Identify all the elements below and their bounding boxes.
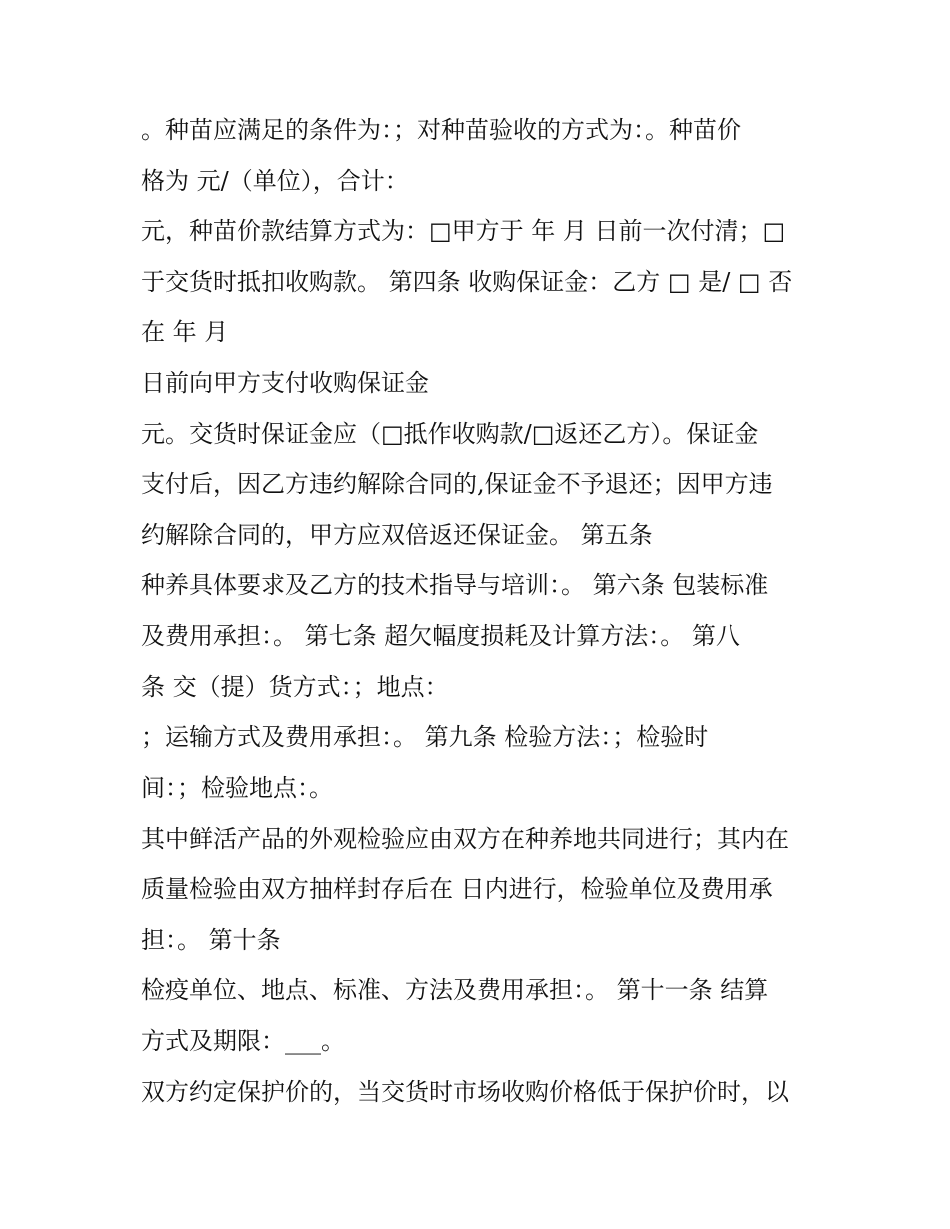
text-line-10: 种养具体要求及乙方的技术指导与培训：。 第六条 包装标准: [141, 571, 769, 599]
text-line-6: 日前向甲方支付收购保证金: [141, 369, 429, 397]
text-line-4: 于交货时抵扣收购款。 第四条 收购保证金：乙方 □ 是/ □ 否: [141, 268, 793, 296]
text-line-5: 在 年 月: [141, 318, 229, 346]
text-line-7: 元。交货时保证金应（□抵作收购款/□返还乙方）。保证金: [141, 420, 759, 448]
text-line-19: 方式及期限：___。: [141, 1027, 345, 1055]
text-line-20: 双方约定保护价的，当交货时市场收购价格低于保护价时，以: [141, 1078, 789, 1106]
text-line-14: 间：；检验地点：。: [141, 774, 333, 802]
text-line-18: 检疫单位、地点、标准、方法及费用承担：。 第十一条 结算: [141, 976, 769, 1004]
text-line-17: 担：。 第十条: [141, 926, 281, 954]
text-line-2: 格为 元/（单位），合计：: [141, 167, 409, 195]
text-line-3: 元，种苗价款结算方式为：□甲方于 年 月 日前一次付清；□: [141, 217, 786, 245]
text-line-16: 质量检验由双方抽样封存后在 日内进行，检验单位及费用承: [141, 875, 773, 903]
text-line-15: 其中鲜活产品的外观检验应由双方在种养地共同进行；其内在: [141, 825, 789, 853]
text-line-13: ；运输方式及费用承担：。 第九条 检验方法：；检验时: [141, 723, 709, 751]
text-line-1: 。种苗应满足的条件为：；对种苗验收的方式为：。种苗价: [141, 116, 741, 144]
text-line-8: 支付后，因乙方违约解除合同的,保证金不予退还；因甲方违: [141, 470, 773, 498]
text-line-12: 条 交（提）货方式：；地点：: [141, 673, 449, 701]
text-line-11: 及费用承担：。 第七条 超欠幅度损耗及计算方法：。 第八: [141, 622, 740, 650]
text-line-9: 约解除合同的，甲方应双倍返还保证金。 第五条: [141, 521, 653, 549]
